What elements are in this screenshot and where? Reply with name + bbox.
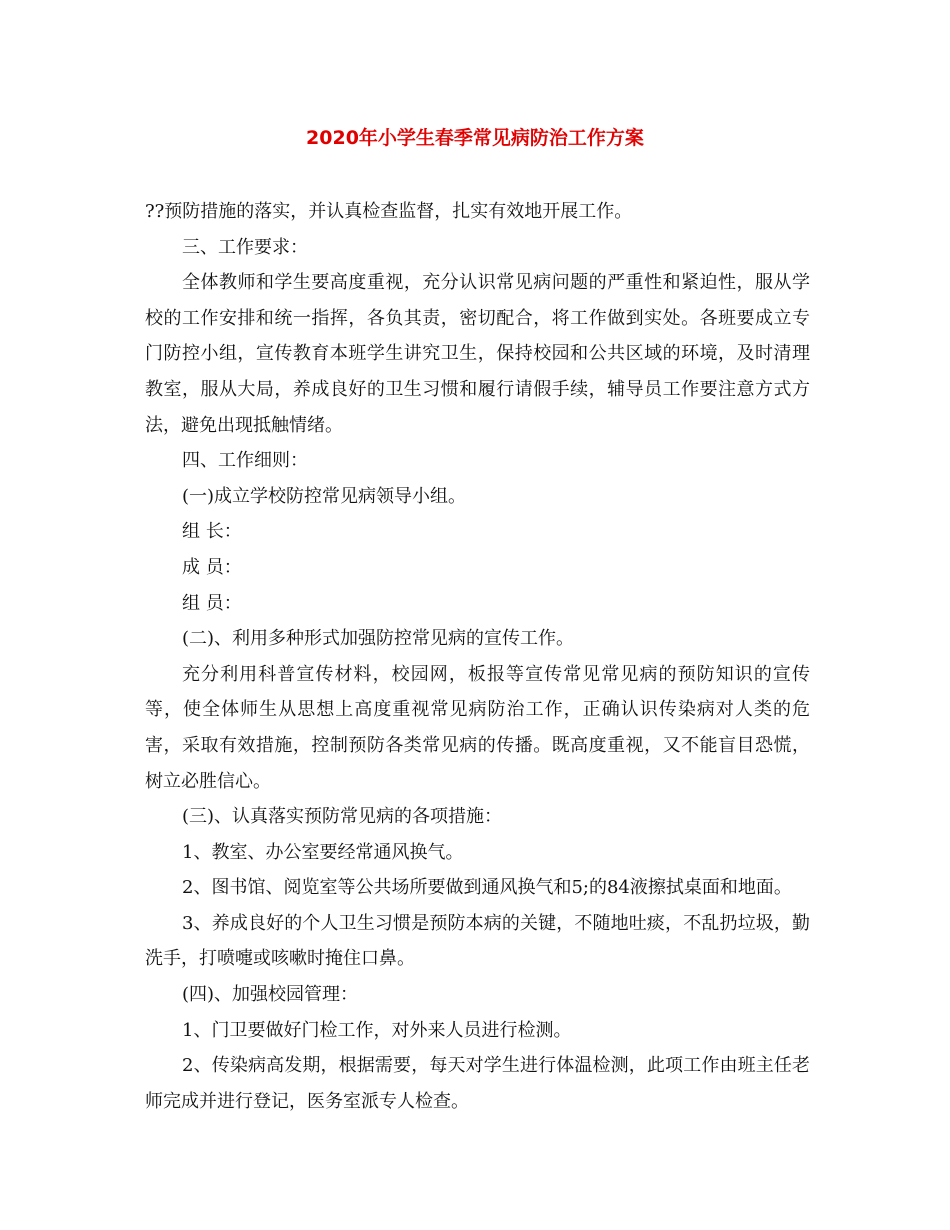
item-publicity-work: (二)、利用多种形式加强防控常见病的宣传工作。 bbox=[182, 628, 575, 650]
measure-personal-hygiene: 3、养成良好的个人卫生习惯是预防本病的关键，不随地吐痰，不乱扔垃圾，勤洗手，打喷嚏或咳嗽时掩住口鼻。 bbox=[145, 912, 810, 970]
item-prevention-measures: (三)、认真落实预防常见病的各项措施： bbox=[182, 806, 503, 828]
document-body bbox=[145, 194, 810, 1119]
measure-temperature-check: 2、传染病高发期，根据需要，每天对学生进行体温检测，此项工作由班主任老师完成并进行登记，医务室派专人检查。 bbox=[145, 1055, 810, 1112]
paragraph-continuation: ??预防措施的落实，并认真检查监督，扎实有效地开展工作。 bbox=[145, 201, 633, 222]
item-leadership-group: (一)成立学校防控常见病领导小组。 bbox=[182, 485, 467, 507]
heading-work-requirements: 三、工作要求： bbox=[182, 236, 308, 258]
paragraph-publicity-work: 充分利用科普宣传材料，校园网，板报等宣传常见常见病的预防知识的宣传等，使全体师生从思想上高度重视常见病防治工作，正确认识传染病对人类的危害，采取有效措施，控制预防各类常见病的传播。既高度重视，又不能盲目恐慌，树立必胜信心。 bbox=[145, 663, 810, 792]
measure-ventilation: 1、教室、办公室要经常通风换气。 bbox=[182, 841, 464, 863]
item-members: 成 员： bbox=[182, 556, 242, 578]
heading-work-details: 四、工作细则： bbox=[182, 450, 308, 472]
measure-gate-inspection: 1、门卫要做好门检工作，对外来人员进行检测。 bbox=[182, 1019, 572, 1041]
document-title: 2020年小学生春季常见病防治工作方案 bbox=[306, 127, 644, 149]
item-group-members: 组 员： bbox=[182, 592, 242, 614]
measure-public-places: 2、图书馆、阅览室等公共场所要做到通风换气和5;的84液擦拭桌面和地面。 bbox=[182, 877, 792, 899]
item-campus-management: (四)、加强校园管理： bbox=[182, 984, 359, 1006]
paragraph-work-requirements: 全体教师和学生要高度重视，充分认识常见病问题的严重性和紧迫性，服从学校的工作安排和统一指挥，各负其责，密切配合，将工作做到实处。各班要成立专门防控小组，宣传教育本班学生讲究卫生，保持校园和公共区域的环境，及时清理教室，服从大局，养成良好的卫生习惯和履行请假手续，辅导员工作要注意方式方法，避免出现抵触情绪。 bbox=[145, 272, 810, 436]
item-group-leader: 组 长： bbox=[182, 521, 242, 543]
